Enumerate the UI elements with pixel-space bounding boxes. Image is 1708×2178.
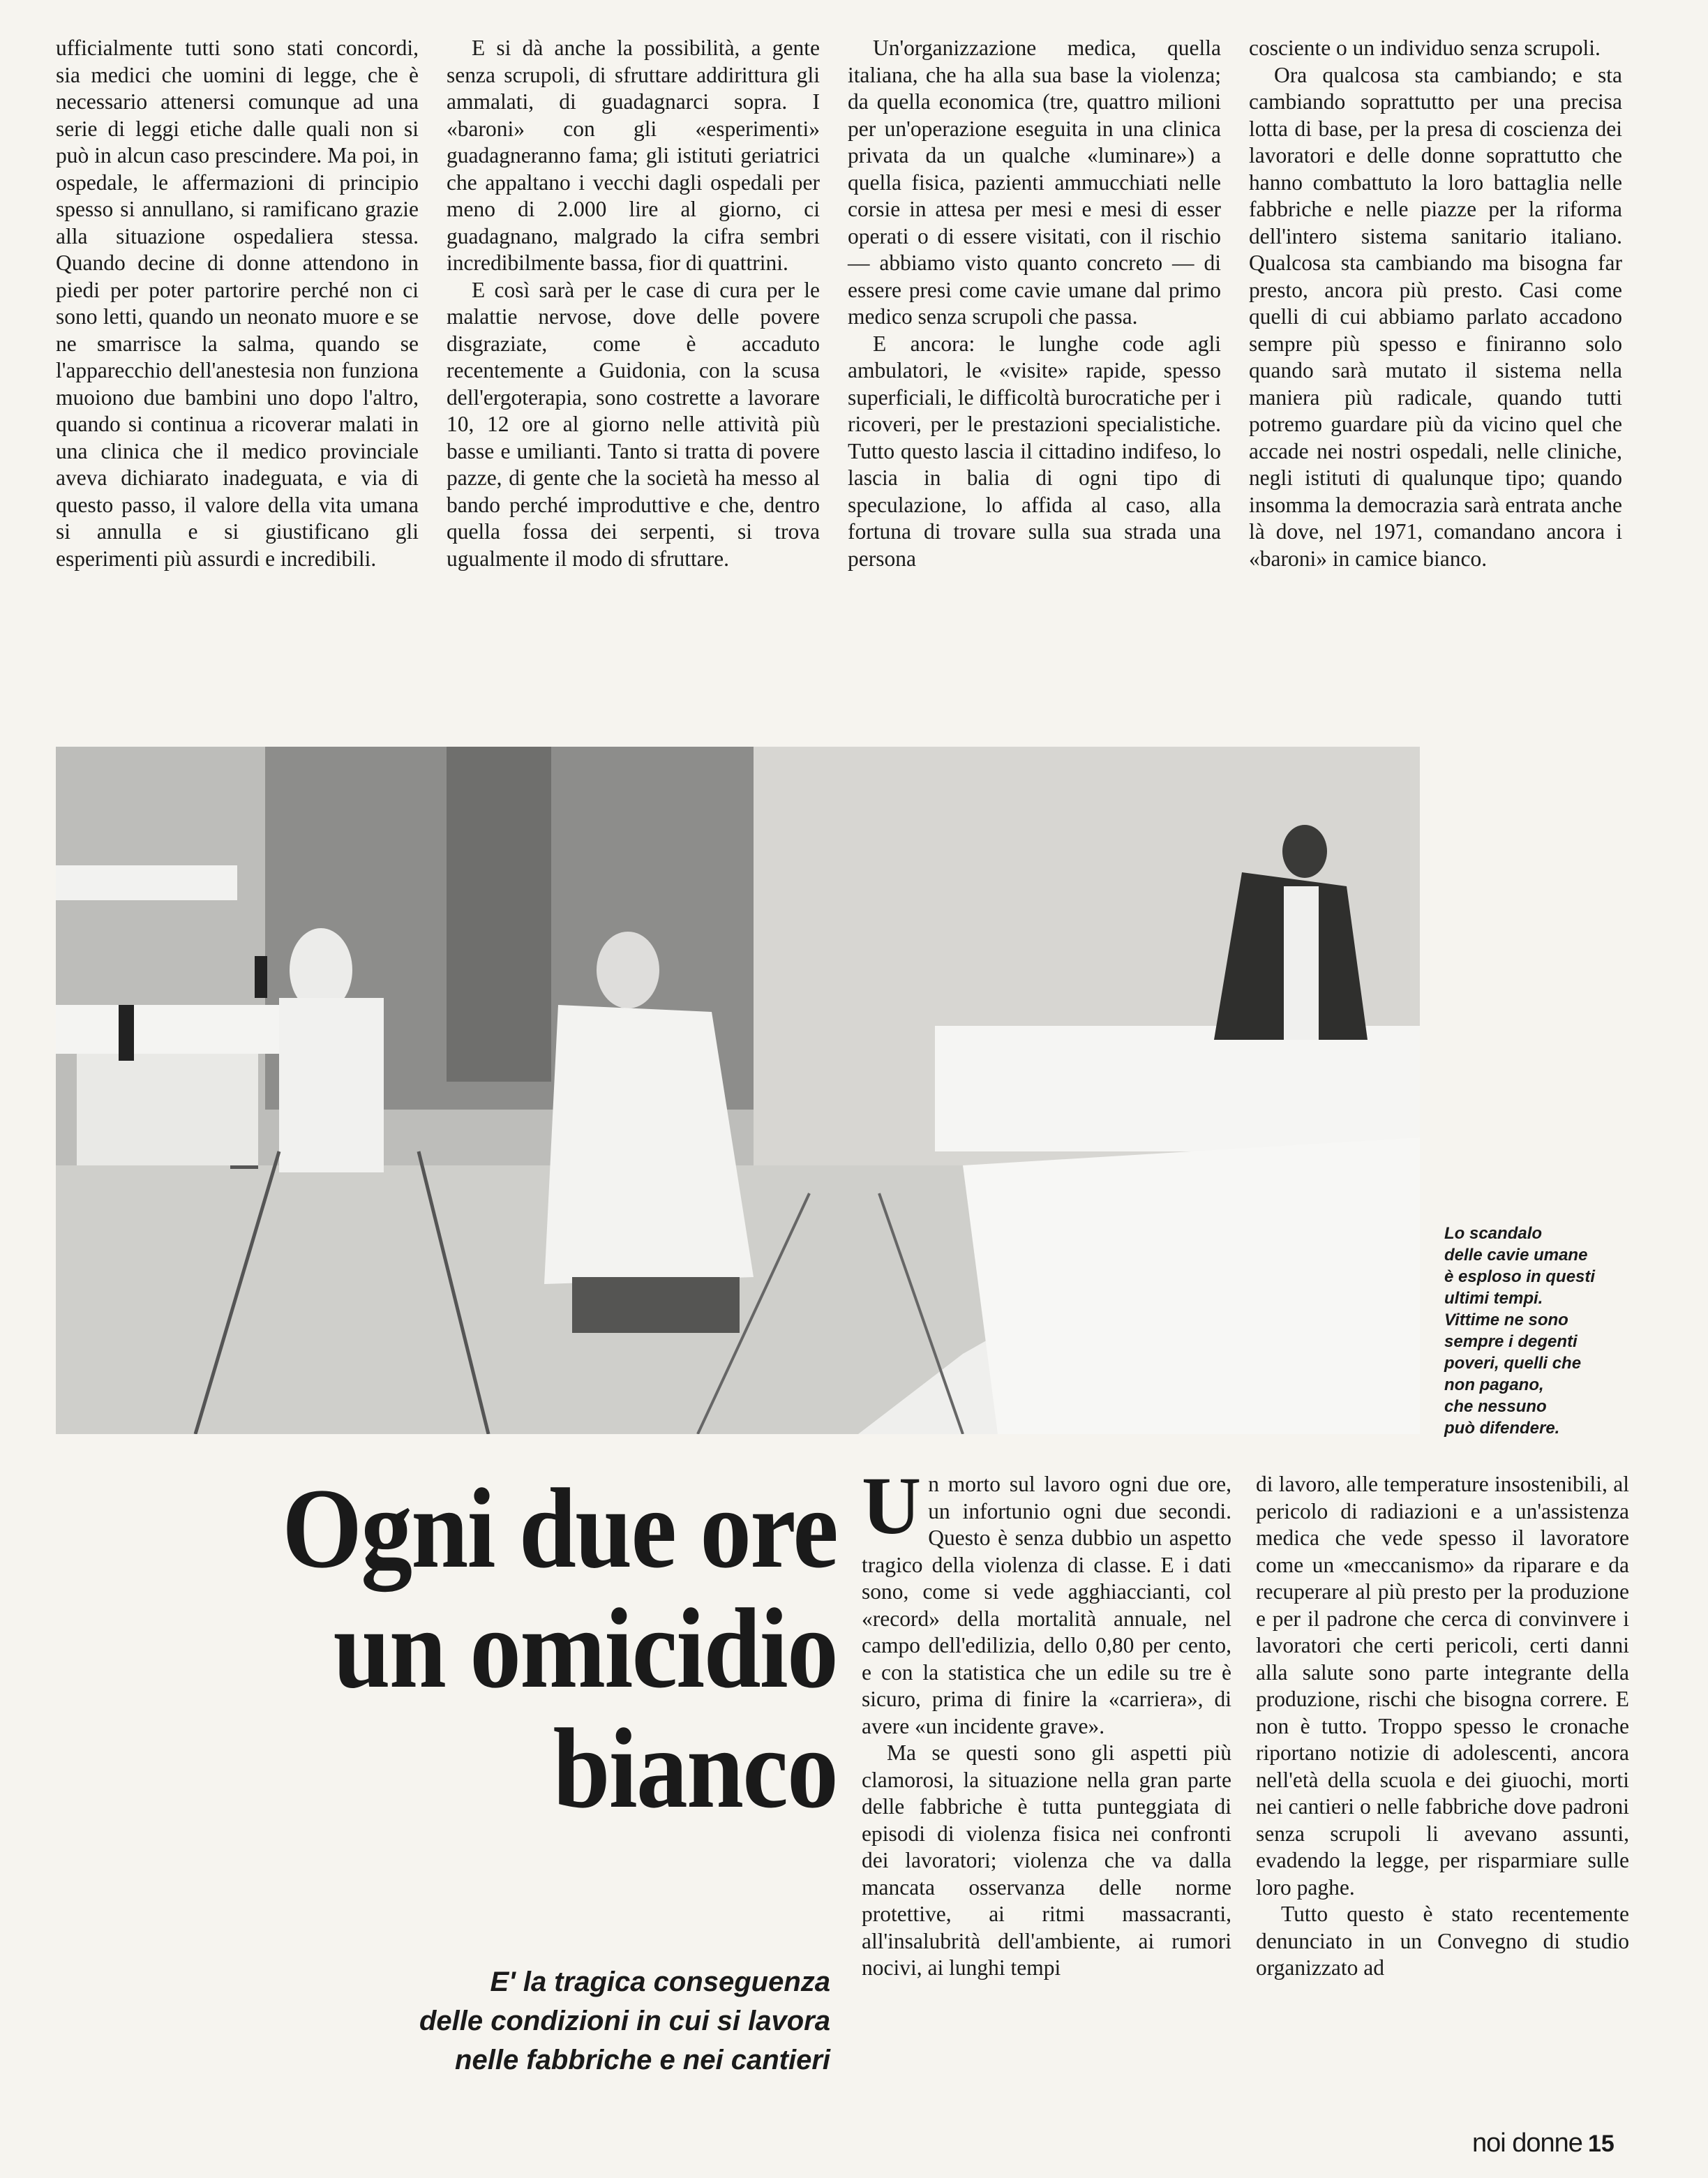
article-subheadline: E' la tragica conseguenza delle condizioni in cui si lavora nelle fabbriche e nei cantieri (419, 1967, 830, 2075)
hospital-ward-photo (56, 747, 1420, 1434)
paragraph: ufficialmente tutti sono stati concordi, sia medici che uomini di legge, che è necessario attenersi comunque ad una serie di leggi etiche dalle quali non si può in alcun caso prescindere. Ma poi, in ospedale, le affermazioni di principio spesso si annullano, si ramificano grazie alla situazione ospedaliera stessa. Quando decine di donne attendono in piedi per poter partorire perché non ci sono letti, quando un neonato muore e se ne smarrisce la salma, quando se l'apparecchio dell'anestesia non funziona muoiono due bambini uno dopo l'altro, quando si continua a ricoverar malati in una clinica che il medico provinciale aveva dichiarato inadeguata, e via di questo passo, il valore della vita umana si annulla e si giustificano gli esperimenti più assurdi e incredibili. (56, 36, 419, 571)
magazine-brand: noi donne (1472, 2128, 1582, 2158)
article-body-column-1 (862, 1460, 1231, 1982)
paragraph: E si dà anche la possibilità, a gente senza scrupoli, di sfruttare addirittura gli ammalati, di guadagnarci sopra. I «baroni» con gli «esperimenti» guadagneranno fama; gli istituti geriatrici che appaltano i vecchi dagli ospedali per meno di 2.000 lire al giorno, ci guadagnano, malgrado la cifra sembri incredibilmente bassa, fior di quattrini. (447, 36, 820, 275)
paragraph: Un'organizzazione medica, quella italiana, che ha alla sua base la violenza; da quella economica (tre, quattro milioni per un'operazione eseguita in una clinica privata da un qualche «luminare») a quella fisica, pazienti ammucchiati nelle corsie in attesa per mesi e mesi di esser operati o di essere visitati, con il rischio — abbiamo visto quanto concreto — di essere presi come cavie umane dal primo medico senza scrupoli che passa. (848, 36, 1221, 329)
paragraph: Ma se questi sono gli aspetti più clamorosi, la situazione nella gran parte delle fabbriche è tutta punteggiata di episodi di violenza fisica nei confronti dei lavoratori; violenza che va dalla mancata osservanza delle norme protettive, ai ritmi massacranti, all'insalubrità dell'ambiente, ai rumori nocivi, ai lunghi tempi (862, 1740, 1231, 1980)
article-body-column-2 (1256, 1471, 1629, 1982)
paragraph: E ancora: le lunghe code agli ambulatori, le «visite» rapide, spesso superficiali, le difficoltà burocratiche per i ricoveri, per le prestazioni specialistiche. Tutto questo lascia il cittadino indifeso, lo lascia in balia di ogni tipo di speculazione, lo affida al caso, alla fortuna di trovare sulla sua strada una persona (848, 331, 1221, 571)
paragraph: di lavoro, alle temperature insostenibili, al pericolo di radiazioni e a un'assistenza medica che vede spesso il lavoratore come un «meccanismo» da riparare e da recuperare al più presto per la produzione e per il padrone che cerca di convinvere i lavoratori che certi pericoli, certi danni alla salute sono parte integrante della produzione, rischi che bisogna correre. E non è tutto. Troppo spesso le cronache riportano notizie di adolescenti, ancora nell'età della scuola e dei giuochi, morti nei cantieri o nelle fabbriche dove padroni senza scrupoli li avevano assunti, evadendo la legge, per risparmiare sulle loro paghe. (1256, 1472, 1629, 1900)
paragraph: E così sarà per le case di cura per le malattie nervose, dove delle povere disgraziate, come è accaduto recentemente a Guidonia, con la scusa dell'ergoterapia, sono costrette a lavorare 10, 12 ore al giorno nelle attività più basse e umilianti. Tanto si tratta di povere pazze, di gente che la società ha messo al bando perché improduttive e che, dentro quella fossa dei serpenti, si trova ugualmente il modo di sfruttare. (447, 277, 820, 571)
article-column-4 (1249, 35, 1622, 572)
article-headline: Ogni due ore un omicidio bianco (282, 1465, 837, 1832)
paragraph: Un morto sul lavoro ogni due ore, un infortunio ogni due secondi. Questo è senza dubbio un aspetto tragico della violenza di classe. E i dati sono, come si vede agghiaccianti, col «record» della mortalità annuale, nel campo dell'edilizia, dello 0,80 per cento, e con la statistica che un edile su tre è sicuro, prima di finire la «carriera», di avere «un incidente grave». (862, 1460, 1231, 1738)
article-column-3 (848, 35, 1221, 572)
paragraph: Tutto questo è stato recentemente denunciato in un Convegno di studio organizzato ad (1256, 1902, 1629, 1980)
article-column-2 (447, 35, 820, 572)
photo-illustration (56, 747, 1420, 1434)
dropcap: U (862, 1460, 922, 1551)
paragraph: cosciente o un individuo senza scrupoli. (1249, 36, 1601, 60)
paragraph: Ora qualcosa sta cambiando; e sta cambiando soprattutto per una precisa lotta di base, per la presa di coscienza dei lavoratori e delle donne soprattutto che hanno combattuto la loro battaglia nelle fabbriche e nelle piazze per la riforma dell'intero sistema sanitario italiano. Qualcosa sta cambiando ma bisogna far presto, ancora più presto. Casi come quelli di cui abbiamo parlato accadono sempre più spesso e finiranno solo quando sarà mutato il sistema nella maniera più radicale, quando tutti potremo guardare più da vicino quel che accade nei nostri ospedali, nelle cliniche, negli istituti di qualunque tipo; quando insomma la democrazia sarà entrata anche là dove, nel 1971, comandano ancora i «baroni» in camice bianco. (1249, 62, 1622, 571)
article-column-1 (56, 35, 419, 572)
photo-caption: Lo scandalo delle cavie umane è esploso in questi ultimi tempi. Vittime ne sono sempre i degenti poveri, quelli che non pagano, che nessuno può difendere. (1444, 1224, 1596, 1438)
page-folio (1472, 2128, 1615, 2158)
page-number: 15 (1587, 2131, 1615, 2157)
